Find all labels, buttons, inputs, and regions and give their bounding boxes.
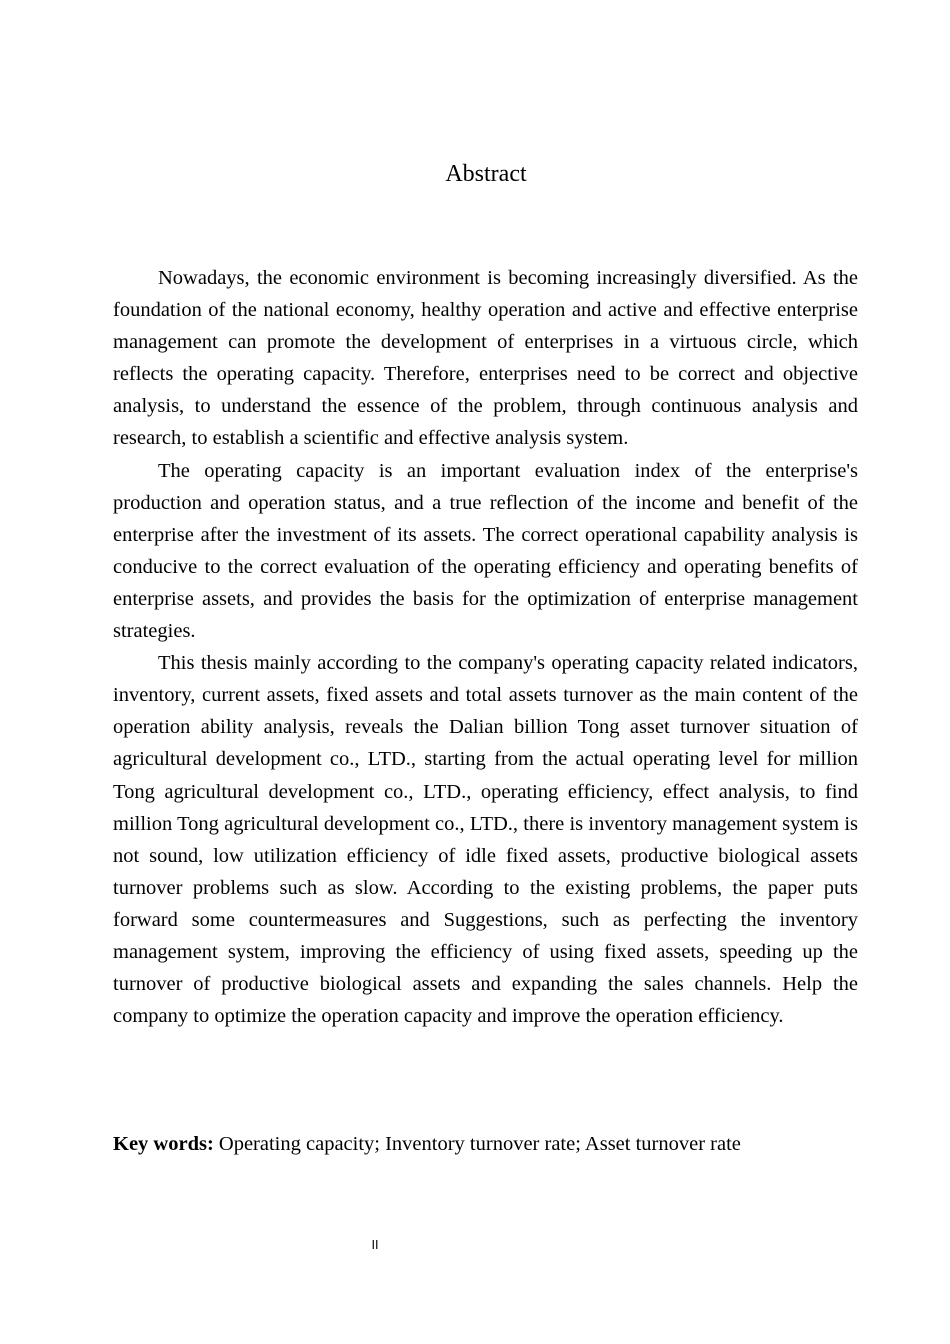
page-number: II bbox=[371, 1238, 379, 1252]
abstract-paragraph-3: This thesis mainly according to the company's operating capacity related indicators, inventory, current assets, fixed assets and total assets turnover as the main content of the operation ability analysis, reveals the Dalian billion Tong asset turnover situation of agricultural development co., LTD., starting from the actual operating level for million Tong agricultural development co., LTD., operating efficiency, effect analysis, to find million Tong agricultural development co., LTD., there is inventory management system is not sound, low utilization efficiency of idle fixed assets, productive biological assets turnover problems such as slow. According to the existing problems, the paper puts forward some countermeasures and Suggestions, such as perfecting the inventory management system, improving the efficiency of using fixed assets, speeding up the turnover of productive biological assets and expanding the sales channels. Help the company to optimize the operation capacity and improve the operation efficiency. bbox=[113, 652, 858, 1028]
abstract-title: Abstract bbox=[445, 161, 527, 187]
abstract-paragraph-1: Nowadays, the economic environment is becoming increasingly diversified. As the foundation of the national economy, healthy operation and active and effective enterprise management can promote the development of enterprises in a virtuous circle, which reflects the operating capacity. Therefore, enterprises need to be correct and objective analysis, to understand the essence of the problem, through continuous analysis and research, to establish a scientific and effective analysis system. bbox=[113, 267, 858, 450]
abstract-body bbox=[113, 262, 858, 1032]
keywords-line bbox=[113, 1128, 858, 1160]
keywords-text: Operating capacity; Inventory turnover rate; Asset turnover rate bbox=[213, 1133, 741, 1155]
keywords-label: Key words: bbox=[113, 1133, 214, 1155]
abstract-paragraph-2: The operating capacity is an important evaluation index of the enterprise's production and operation status, and a true reflection of the income and benefit of the enterprise after the investment of its assets. The correct operational capability analysis is conducive to the correct evaluation of the operating efficiency and operating benefits of enterprise assets, and provides the basis for the optimization of enterprise management strategies. bbox=[113, 459, 858, 643]
